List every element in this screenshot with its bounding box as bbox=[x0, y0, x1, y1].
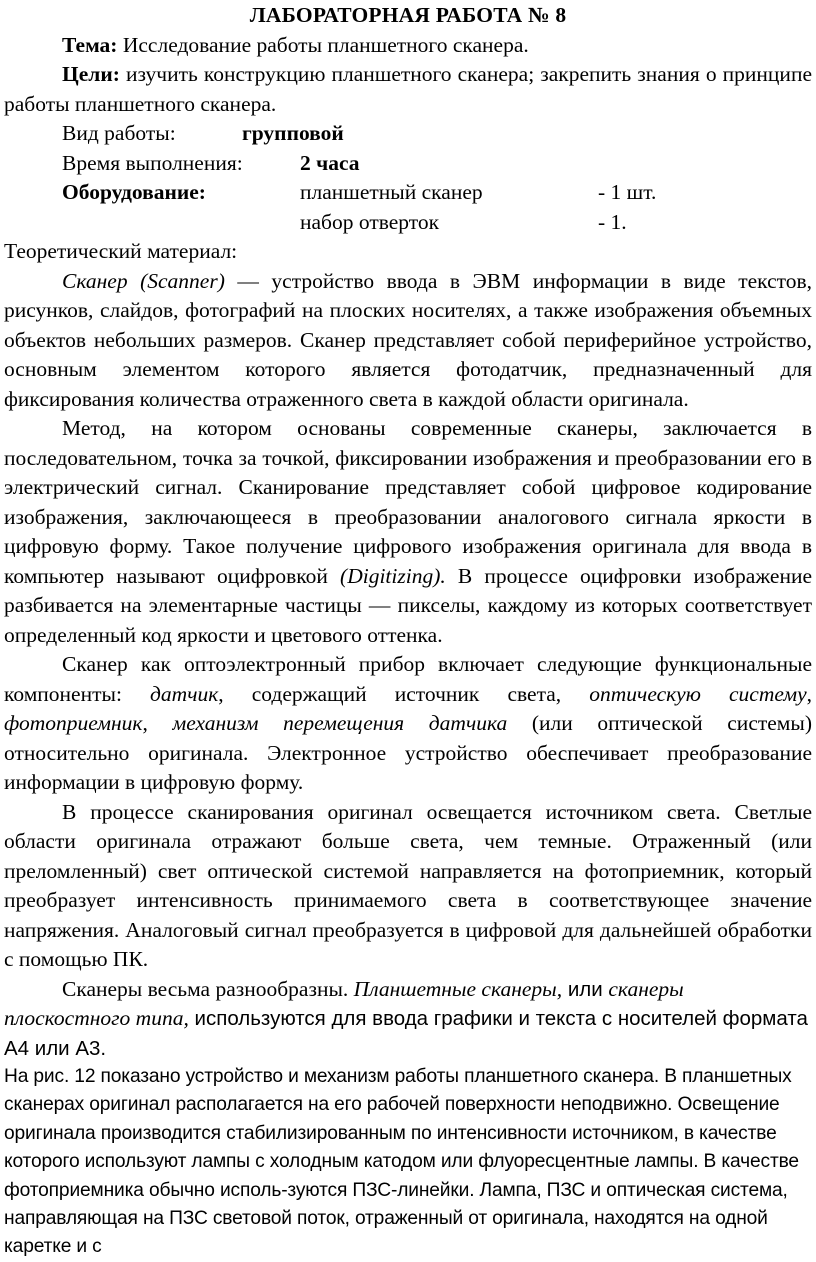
term-sensor-mechanism: механизм перемещения датчика bbox=[172, 711, 508, 735]
theme-label: Тема: bbox=[62, 32, 118, 57]
duration-label: Время выполнения: bbox=[62, 150, 243, 175]
term-digitizing: (Digitizing). bbox=[340, 563, 446, 588]
equipment-row bbox=[4, 178, 812, 208]
equipment-item-name: набор отверток bbox=[300, 209, 440, 234]
theory-heading: Теоретический материал: bbox=[4, 239, 238, 263]
duration-value: 2 часа bbox=[300, 150, 360, 175]
equipment-item-name: планшетный сканер bbox=[300, 180, 483, 204]
paragraph-text: Метод, на котором основаны современные сканеры, заключается в последовательном, точка за точкой, фиксировании изображения и преобразовании его в электрический сигнал. Сканирование представляет собой цифровое кодирование изображения, заключающееся в преобразовании аналогового сигнала яркости в цифровую форму. Такое получение цифрового изображения оригинала для ввода в компьютер называют оцифровкой bbox=[4, 416, 812, 588]
term-flatbed-scanners: Планшетные сканеры, bbox=[353, 976, 563, 1001]
paragraph-text: , bbox=[142, 711, 173, 735]
goals-paragraph bbox=[4, 60, 812, 119]
equipment-row bbox=[4, 208, 812, 238]
paragraph-text: используются для ввода графики и текста с носителей формата А4 или А3. bbox=[4, 1007, 808, 1060]
paragraph-method bbox=[4, 414, 812, 650]
paragraph-scanner-definition bbox=[4, 267, 812, 415]
paragraph-flatbed-mechanism: На рис. 12 показано устройство и механизм работы планшетного сканера. В планшетных сканерах оригинал располагается на его рабочей поверхности неподвижно. Освещение оригинала производится стабилизированным по интенсивности источником, в качестве которого используют лампы с холодным катодом или флуоресцентные лампы. В качестве фотоприемника обычно исполь-зуются ПЗС-линейки. Лампа, ПЗС и оптическая система, направляющая на ПЗС световой поток, отраженный от оригинала, находятся на одной каретке и с bbox=[4, 1066, 799, 1258]
equipment-label: Оборудование: bbox=[62, 180, 206, 204]
paragraph-text: , содержащий источник света, bbox=[218, 681, 590, 706]
paragraph-text: Сканер как оптоэлектронный прибор включает следующие функциональные компоненты: bbox=[4, 652, 812, 706]
theme-line bbox=[4, 31, 812, 61]
goals-label: Цели: bbox=[62, 62, 120, 86]
paragraph-scanning-process: В процессе сканирования оригинал освещается источником света. Светлые области оригинала отражают больше света, чем темные. Отраженный (или преломленный) свет оптической системой направляется на фотоприемник, который преобразует интенсивность принимаемого света в соответствующее значение напряжения. Аналоговый сигнал преобразуется в цифровой для дальнейшей обработки с помощью ПК. bbox=[4, 799, 812, 971]
term-photodetector: фотоприемник bbox=[4, 711, 143, 735]
term-planar-scanners: сканеры плоскостного типа, bbox=[4, 976, 684, 1030]
theme-text: Исследование работы планшетного сканера. bbox=[117, 32, 529, 57]
paragraph-text: , bbox=[806, 681, 812, 706]
equipment-item-qty: - 1. bbox=[598, 209, 627, 234]
paragraph-text: или bbox=[562, 977, 609, 1001]
goals-text: изучить конструкцию планшетного сканера; закрепить знания о принципе работы планшетного сканера. bbox=[4, 62, 812, 116]
paragraph-scanner-types bbox=[4, 975, 812, 1064]
paragraph-text: Сканеры весьма разнообразны. bbox=[62, 976, 354, 1001]
work-type-row bbox=[4, 119, 812, 149]
term-sensor: датчик bbox=[150, 681, 219, 706]
document-page bbox=[4, 1, 812, 1262]
term-scanner: Сканер (Scanner) bbox=[62, 268, 225, 293]
paragraph-text: В процессе оцифровки изображение разбивается на элементарные частицы — пикселы, каждому из которых соответствует определенный код яркости и цветового оттенка. bbox=[4, 563, 812, 647]
paragraph-text: (или оптической системы) относительно оригинала. Электронное устройство обеспечивает преобразование информации в цифровую форму. bbox=[4, 711, 813, 794]
duration-row bbox=[4, 149, 812, 179]
work-type-value: групповой bbox=[242, 121, 344, 145]
term-optical-system: оптическую систему bbox=[589, 681, 807, 706]
work-type-label: Вид работы: bbox=[62, 121, 176, 145]
paragraph-components bbox=[4, 650, 812, 798]
paragraph-text: — устройство ввода в ЭВМ информации в виде текстов, рисунков, слайдов, фотографий на плоских носителях, а также изображения объемных объектов небольших размеров. Сканер представляет собой периферийное устройство, основным элементом которого является фотодатчик, предназначенный для фиксирования количества отраженного света в каждой области оригинала. bbox=[4, 268, 812, 411]
page-title: ЛАБОРАТОРНАЯ РАБОТА № 8 bbox=[249, 3, 567, 27]
equipment-item-qty: - 1 шт. bbox=[598, 180, 657, 204]
